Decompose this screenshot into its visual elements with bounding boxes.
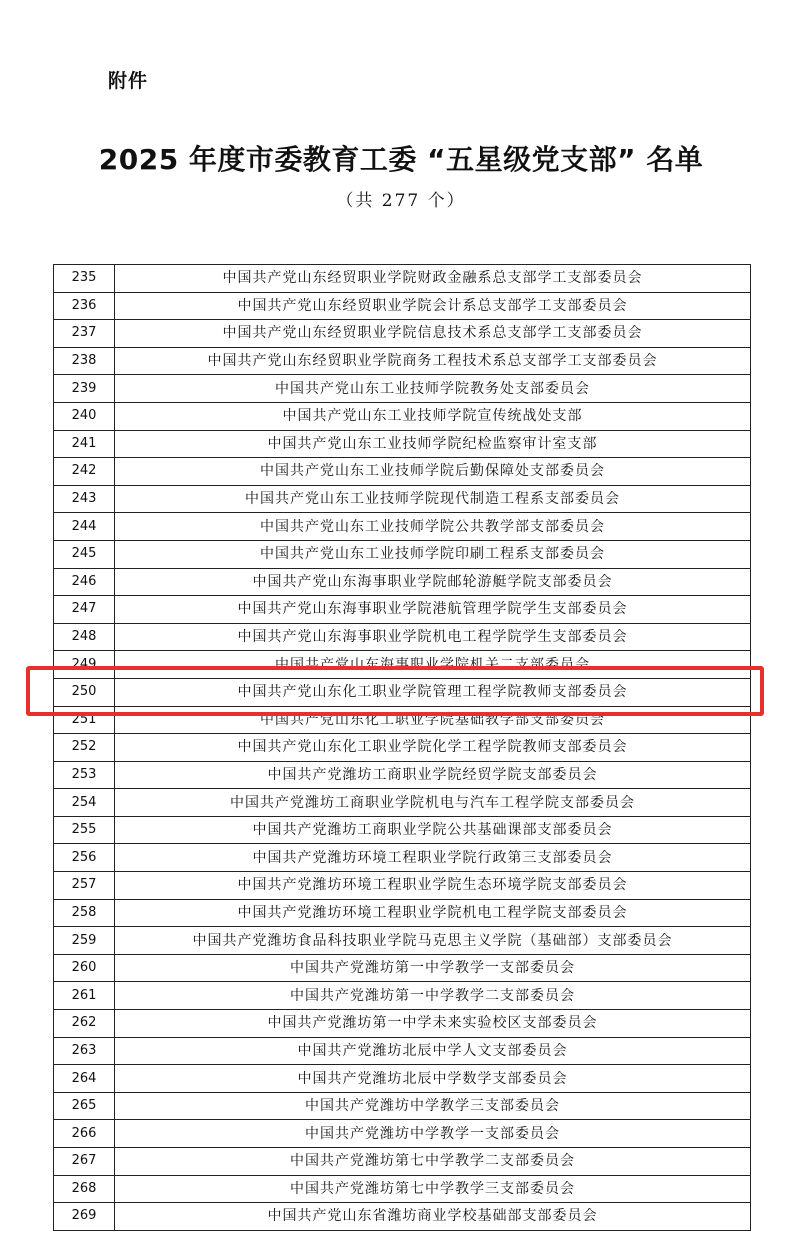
table-row — [54, 789, 751, 817]
table-row — [54, 1010, 751, 1038]
row-number-cell: 269 — [54, 1203, 115, 1231]
row-number-cell: 260 — [54, 954, 115, 982]
page-title: 2025 年度市委教育工委 “五星级党支部” 名单 — [98, 143, 704, 176]
table-row — [54, 1203, 751, 1231]
row-number-cell: 255 — [54, 816, 115, 844]
table-row — [54, 844, 751, 872]
table-row — [54, 678, 751, 706]
table-row — [54, 899, 751, 927]
table-body — [54, 265, 751, 1231]
branch-name-cell: 中国共产党山东经贸职业学院会计系总支部学工支部委员会 — [115, 292, 751, 320]
branch-name-cell: 中国共产党潍坊第一中学教学一支部委员会 — [115, 954, 751, 982]
branch-list-table — [53, 264, 751, 1231]
table-row — [54, 1120, 751, 1148]
row-number-cell: 246 — [54, 568, 115, 596]
row-number-cell: 262 — [54, 1010, 115, 1038]
row-number-cell: 247 — [54, 596, 115, 624]
table-row — [54, 458, 751, 486]
branch-name-cell: 中国共产党潍坊第一中学未来实验校区支部委员会 — [115, 1010, 751, 1038]
branch-name-cell: 中国共产党潍坊食品科技职业学院马克思主义学院（基础部）支部委员会 — [115, 927, 751, 955]
table-row — [54, 734, 751, 762]
table-row — [54, 320, 751, 348]
branch-name-cell: 中国共产党潍坊中学教学三支部委员会 — [115, 1092, 751, 1120]
row-number-cell: 242 — [54, 458, 115, 486]
table-row — [54, 292, 751, 320]
row-number-cell: 249 — [54, 651, 115, 679]
table-row — [54, 540, 751, 568]
table-row — [54, 927, 751, 955]
row-number-cell: 240 — [54, 402, 115, 430]
branch-name-cell: 中国共产党山东工业技师学院印刷工程系支部委员会 — [115, 540, 751, 568]
table-row — [54, 375, 751, 403]
row-number-cell: 239 — [54, 375, 115, 403]
branch-name-cell: 中国共产党山东海事职业学院机关二支部委员会 — [115, 651, 751, 679]
branch-name-cell: 中国共产党潍坊第七中学教学二支部委员会 — [115, 1148, 751, 1176]
row-number-cell: 265 — [54, 1092, 115, 1120]
table-row — [54, 513, 751, 541]
table-row — [54, 761, 751, 789]
row-number-cell: 244 — [54, 513, 115, 541]
branch-name-cell: 中国共产党山东海事职业学院邮轮游艇学院支部委员会 — [115, 568, 751, 596]
row-number-cell: 259 — [54, 927, 115, 955]
attachment-label: 附件 — [108, 70, 149, 92]
table-row — [54, 402, 751, 430]
table-row — [54, 706, 751, 734]
branch-name-cell: 中国共产党山东化工职业学院基础教学部支部委员会 — [115, 706, 751, 734]
branch-name-cell: 中国共产党山东海事职业学院港航管理学院学生支部委员会 — [115, 596, 751, 624]
branch-name-cell: 中国共产党山东工业技师学院教务处支部委员会 — [115, 375, 751, 403]
table-row — [54, 485, 751, 513]
branch-name-cell: 中国共产党潍坊工商职业学院机电与汽车工程学院支部委员会 — [115, 789, 751, 817]
row-number-cell: 251 — [54, 706, 115, 734]
page-subtitle: （共 277 个） — [336, 191, 466, 211]
branch-name-cell: 中国共产党山东化工职业学院化学工程学院教师支部委员会 — [115, 734, 751, 762]
branch-name-cell: 中国共产党山东省潍坊商业学校基础部支部委员会 — [115, 1203, 751, 1231]
row-number-cell: 253 — [54, 761, 115, 789]
table-row — [54, 347, 751, 375]
table-row — [54, 872, 751, 900]
branch-name-cell: 中国共产党潍坊环境工程职业学院行政第三支部委员会 — [115, 844, 751, 872]
branch-name-cell: 中国共产党潍坊第一中学教学二支部委员会 — [115, 982, 751, 1010]
branch-name-cell: 中国共产党山东化工职业学院管理工程学院教师支部委员会 — [115, 678, 751, 706]
table-row — [54, 982, 751, 1010]
row-number-cell: 261 — [54, 982, 115, 1010]
branch-name-cell: 中国共产党山东工业技师学院现代制造工程系支部委员会 — [115, 485, 751, 513]
table-row — [54, 265, 751, 293]
branch-name-cell: 中国共产党潍坊工商职业学院经贸学院支部委员会 — [115, 761, 751, 789]
table-row — [54, 651, 751, 679]
row-number-cell: 264 — [54, 1065, 115, 1093]
branch-name-cell: 中国共产党山东工业技师学院后勤保障处支部委员会 — [115, 458, 751, 486]
table-row — [54, 596, 751, 624]
branch-name-cell: 中国共产党山东经贸职业学院财政金融系总支部学工支部委员会 — [115, 265, 751, 293]
row-number-cell: 257 — [54, 872, 115, 900]
table-row — [54, 1148, 751, 1176]
table-row — [54, 1065, 751, 1093]
row-number-cell: 256 — [54, 844, 115, 872]
row-number-cell: 267 — [54, 1148, 115, 1176]
branch-list-table-container — [53, 264, 751, 1231]
table-row — [54, 1175, 751, 1203]
row-number-cell: 245 — [54, 540, 115, 568]
branch-name-cell: 中国共产党潍坊环境工程职业学院生态环境学院支部委员会 — [115, 872, 751, 900]
branch-name-cell: 中国共产党潍坊北辰中学人文支部委员会 — [115, 1037, 751, 1065]
row-number-cell: 236 — [54, 292, 115, 320]
branch-name-cell: 中国共产党潍坊工商职业学院公共基础课部支部委员会 — [115, 816, 751, 844]
table-row — [54, 1092, 751, 1120]
row-number-cell: 268 — [54, 1175, 115, 1203]
row-number-cell: 235 — [54, 265, 115, 293]
table-row — [54, 816, 751, 844]
branch-name-cell: 中国共产党潍坊第七中学教学三支部委员会 — [115, 1175, 751, 1203]
branch-name-cell: 中国共产党山东工业技师学院纪检监察审计室支部 — [115, 430, 751, 458]
row-number-cell: 254 — [54, 789, 115, 817]
row-number-cell: 241 — [54, 430, 115, 458]
row-number-cell: 248 — [54, 623, 115, 651]
row-number-cell: 252 — [54, 734, 115, 762]
branch-name-cell: 中国共产党山东工业技师学院宣传统战处支部 — [115, 402, 751, 430]
table-row — [54, 623, 751, 651]
table-row — [54, 568, 751, 596]
branch-name-cell: 中国共产党山东经贸职业学院信息技术系总支部学工支部委员会 — [115, 320, 751, 348]
row-number-cell: 250 — [54, 678, 115, 706]
branch-name-cell: 中国共产党潍坊环境工程职业学院机电工程学院支部委员会 — [115, 899, 751, 927]
branch-name-cell: 中国共产党潍坊北辰中学数学支部委员会 — [115, 1065, 751, 1093]
table-row — [54, 954, 751, 982]
row-number-cell: 263 — [54, 1037, 115, 1065]
branch-name-cell: 中国共产党山东工业技师学院公共教学部支部委员会 — [115, 513, 751, 541]
row-number-cell: 238 — [54, 347, 115, 375]
row-number-cell: 258 — [54, 899, 115, 927]
branch-name-cell: 中国共产党潍坊中学教学一支部委员会 — [115, 1120, 751, 1148]
row-number-cell: 237 — [54, 320, 115, 348]
table-row — [54, 1037, 751, 1065]
table-row — [54, 430, 751, 458]
branch-name-cell: 中国共产党山东海事职业学院机电工程学院学生支部委员会 — [115, 623, 751, 651]
row-number-cell: 266 — [54, 1120, 115, 1148]
branch-name-cell: 中国共产党山东经贸职业学院商务工程技术系总支部学工支部委员会 — [115, 347, 751, 375]
row-number-cell: 243 — [54, 485, 115, 513]
